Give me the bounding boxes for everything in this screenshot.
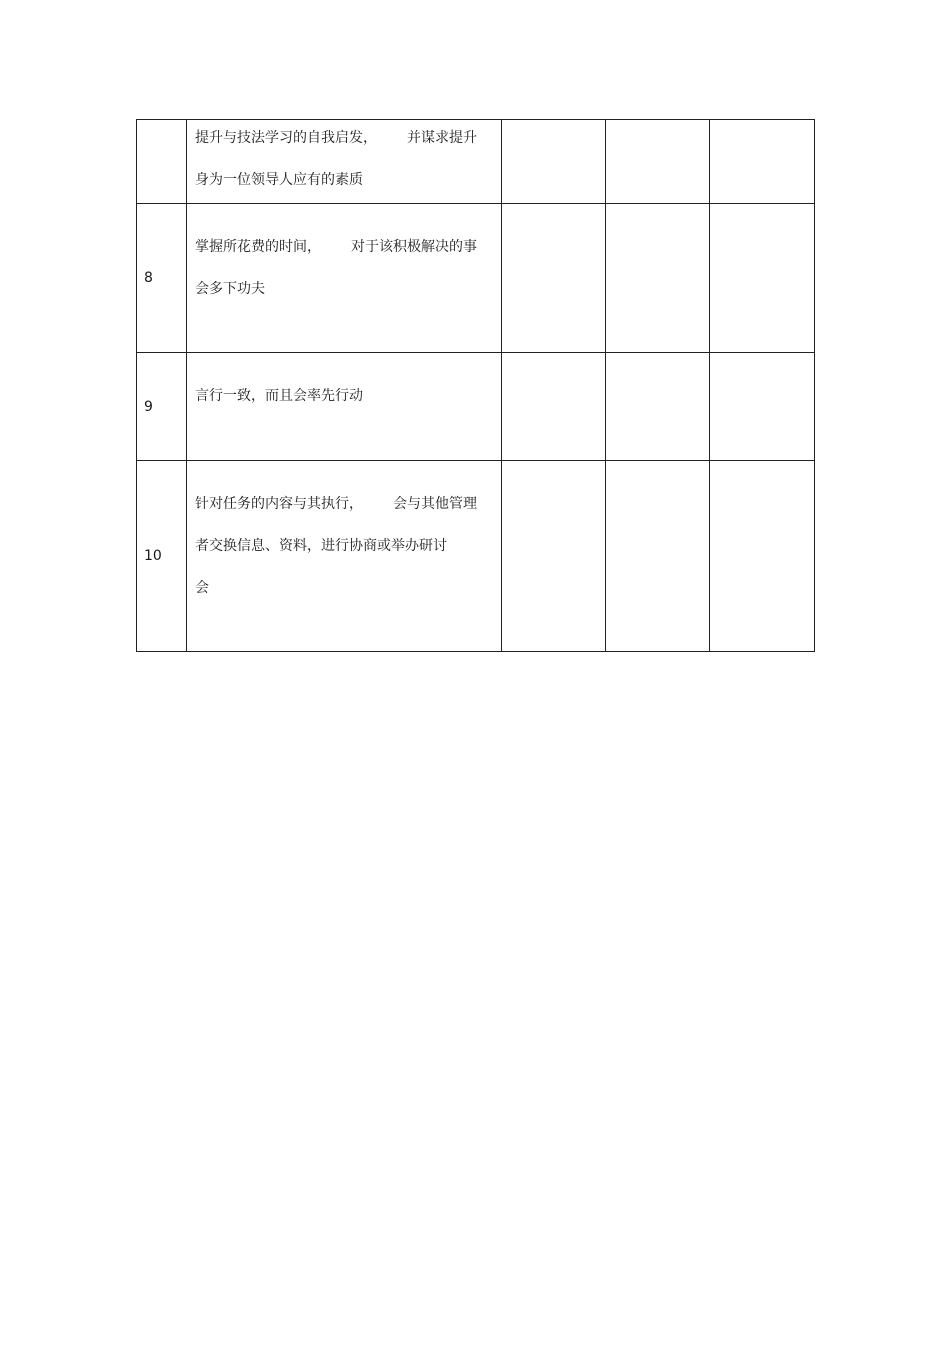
row-number: 8 [137,204,187,353]
description-text: 并谋求提升 [407,130,477,146]
description-text: 对于该积极解决的事 [351,239,477,255]
description-text: 身为一位领导人应有的素质 [195,172,363,188]
rating-cell[interactable] [710,461,815,652]
description-text: 针对任务的内容与其执行， [195,496,363,512]
row-description [187,120,502,204]
rating-cell[interactable] [502,120,606,204]
row-number: 10 [137,461,187,652]
table-row [137,204,815,353]
rating-cell[interactable] [502,461,606,652]
row-number: 9 [137,353,187,461]
description-text: 者交换信息、资料，进行协商或举办研讨 [195,538,447,554]
rating-cell[interactable] [606,120,710,204]
row-description [187,204,502,353]
description-text: 提升与技法学习的自我启发， [195,130,377,146]
table-row [137,120,815,204]
rating-cell[interactable] [710,204,815,353]
description-text: 言行一致，而且会率先行动 [195,388,363,404]
table-row [137,353,815,461]
description-text: 掌握所花费的时间， [195,239,321,255]
table-row [137,461,815,652]
rating-cell[interactable] [606,461,710,652]
rating-cell[interactable] [502,204,606,353]
row-description [187,353,502,461]
evaluation-table [136,119,815,652]
row-description [187,461,502,652]
description-text: 会多下功夫 [195,281,265,297]
rating-cell[interactable] [502,353,606,461]
row-number [137,120,187,204]
description-text: 会与其他管理 [393,496,477,512]
rating-cell[interactable] [710,120,815,204]
rating-cell[interactable] [710,353,815,461]
rating-cell[interactable] [606,204,710,353]
description-text: 会 [195,580,209,596]
rating-cell[interactable] [606,353,710,461]
